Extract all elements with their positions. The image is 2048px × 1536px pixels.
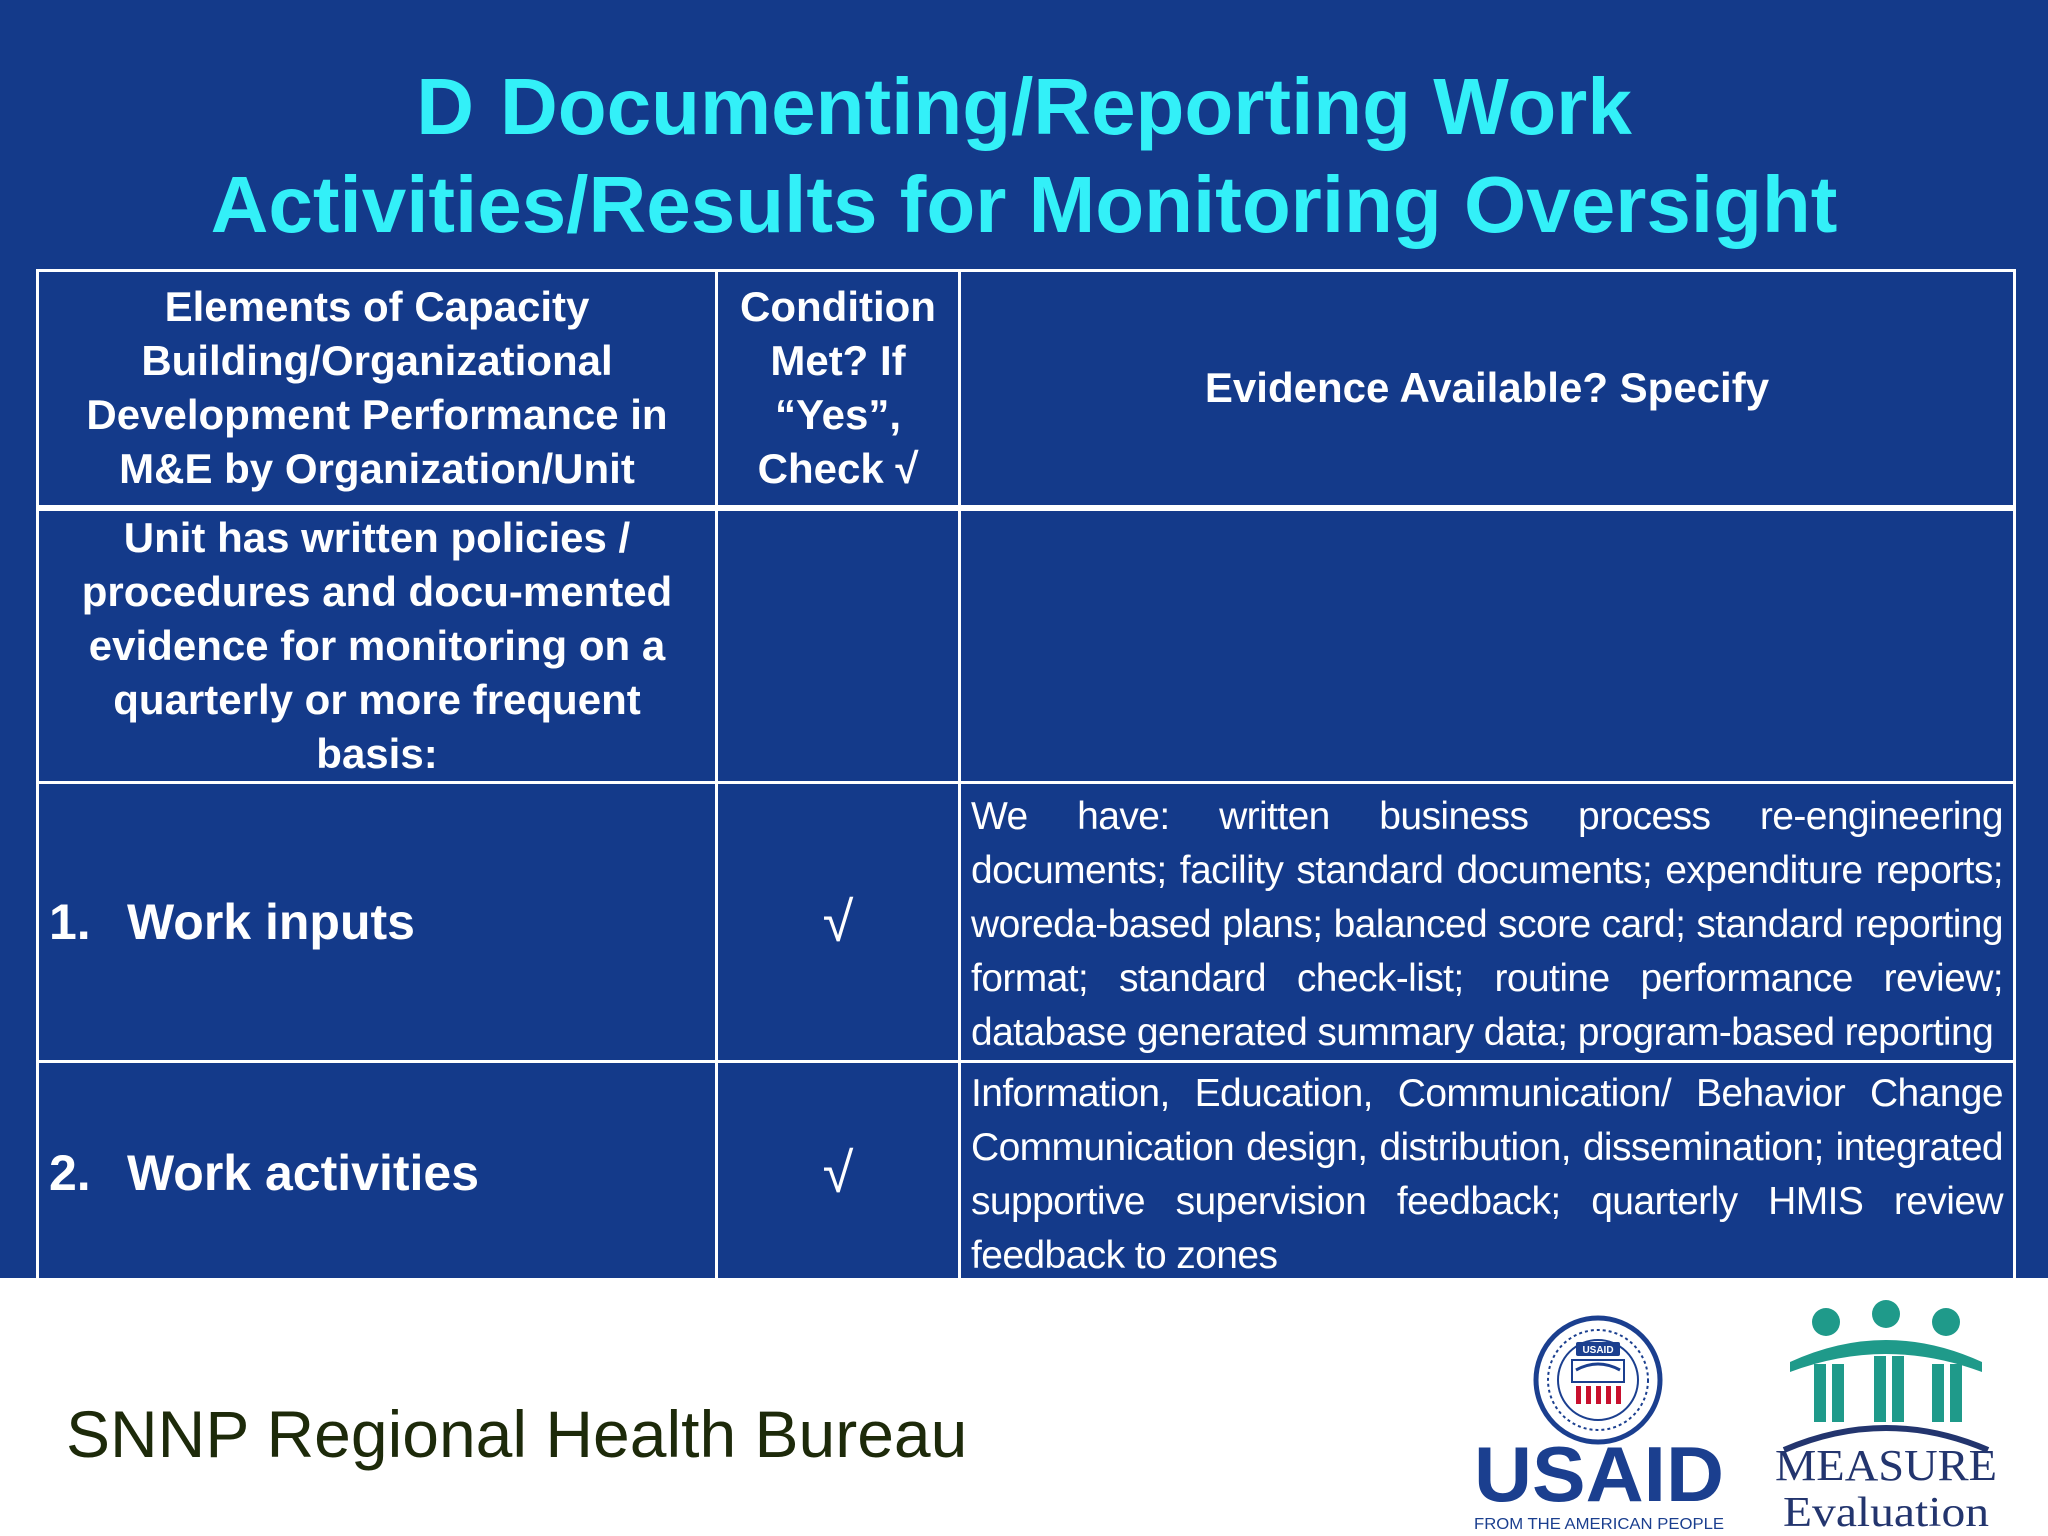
measure-evaluation-logo [1770, 1300, 2002, 1536]
row-1-check: √ [717, 782, 960, 1061]
table-row-intro [38, 508, 2015, 783]
evaluation-wordmark: Evaluation [1783, 1490, 1989, 1536]
capacity-table [36, 269, 2016, 1286]
header-elements: Elements of Capacity Building/Organizational Development Performance in M&E by Organization/Unit [38, 271, 717, 508]
row-2-check: √ [717, 1061, 960, 1284]
usaid-seal-icon [1536, 1318, 1660, 1442]
organization-name: SNNP Regional Health Bureau [66, 1397, 968, 1471]
row-1-label-cell [38, 782, 717, 1061]
row-2-number: 2. [49, 1144, 91, 1201]
row-2-label: Work activities [127, 1144, 480, 1201]
table-row [38, 1061, 2015, 1284]
usaid-logo [1468, 1300, 1730, 1536]
title-line-1-text: Documenting/Reporting Work [499, 62, 1632, 151]
intro-cell: Unit has written policies / procedures and docu-mented evidence for monitoring on a quarterly or more frequent basis: [38, 508, 717, 783]
table-header-row [38, 271, 2015, 508]
header-evidence: Evidence Available? Specify [960, 271, 2015, 508]
table-row [38, 782, 2015, 1061]
title-line-1 [416, 62, 1632, 151]
row-1-evidence: We have: written business process re-engineering documents; facility standard documents; expenditure reports; woreda-based plans; balanced score card; standard reporting format; standard check-list; routine performance review; database generated summary data; program-based reporting [960, 782, 2015, 1061]
row-1-label: Work inputs [127, 893, 415, 950]
title-line-2: Activities/Results for Monitoring Oversight [210, 160, 1838, 249]
title-letter: D [416, 62, 474, 151]
usaid-tagline: FROM THE AMERICAN PEOPLE [1474, 1516, 1724, 1533]
intro-evidence-cell [960, 508, 2015, 783]
usaid-wordmark: USAID [1474, 1430, 1724, 1518]
people-icon [1784, 1300, 1988, 1450]
intro-condition-cell [717, 508, 960, 783]
header-condition: Condition Met? If “Yes”, Check √ [717, 271, 960, 508]
usaid-seal-text: USAID [1582, 1345, 1614, 1356]
measure-wordmark: MEASURE [1775, 1441, 1997, 1490]
row-2-label-cell [38, 1061, 717, 1284]
row-1-number: 1. [49, 893, 91, 950]
row-2-evidence: Information, Education, Communication/ Behavior Change Communication design, distribution, dissemination; integrated supportive supervision feedback; quarterly HMIS review feedback to zones [960, 1061, 2015, 1284]
slide-title [0, 58, 2048, 254]
